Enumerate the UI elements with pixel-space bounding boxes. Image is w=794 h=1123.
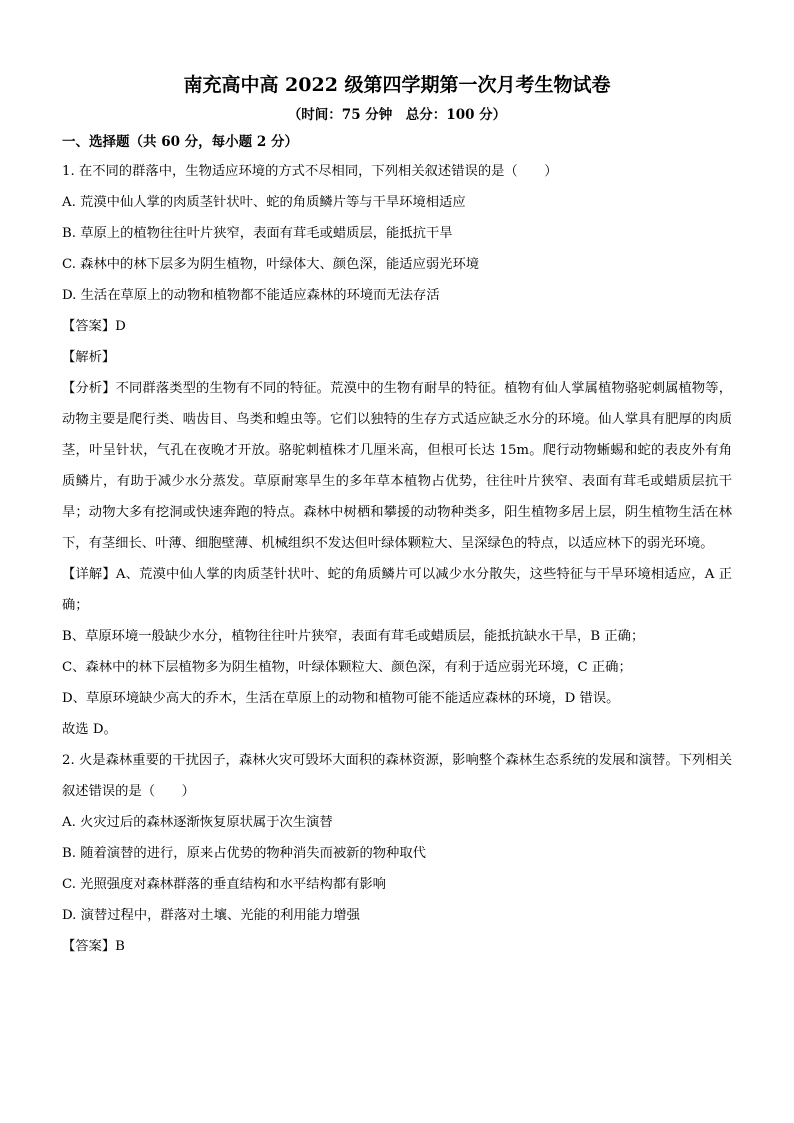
option-b: B. 草原上的植物往往叶片狭窄，表面有茸毛或蜡质层，能抵抗干旱 [62, 226, 453, 241]
conclusion: 故选 D。 [62, 722, 117, 737]
answer: 【答案】B [62, 939, 125, 954]
question-1 [62, 156, 732, 745]
exam-time-info: （时间：75 分钟 总分：100 分） [287, 107, 507, 123]
question-stem: 2. 火是森林重要的干扰因子，森林火灾可毁坏大面积的森林资源，影响整个森林生态系统的发展和演替。下列相关叙述错误的是（ ） [62, 753, 732, 799]
explanation-heading: 【解析】 [62, 350, 116, 365]
question-2 [62, 745, 732, 962]
detail-b: B、草原环境一般缺少水分，植物往往叶片狭窄，表面有茸毛或蜡质层，能抵抗缺水干旱，B 正确； [62, 629, 645, 644]
section-heading: 一、选择题（共 60 分，每小题 2 分） [62, 134, 298, 150]
option-a: A. 荒漠中仙人掌的肉质茎针状叶、蛇的角质鳞片等与干旱环境相适应 [62, 195, 466, 210]
detail-c: C、森林中的林下层植物多为阴生植物，叶绿体颗粒大、颜色深，有利于适应弱光环境，C 正确； [62, 660, 632, 675]
option-d: D. 生活在草原上的动物和植物都不能适应森林的环境而无法存活 [62, 288, 440, 303]
option-b: B. 随着演替的进行，原来占优势的物种消失而被新的物种取代 [62, 846, 426, 861]
detail-d: D、草原环境缺少高大的乔木，生活在草原上的动物和植物可能不能适应森林的环境，D 错误。 [62, 691, 620, 706]
option-c: C. 森林中的林下层多为阴生植物，叶绿体大、颜色深，能适应弱光环境 [62, 257, 480, 272]
question-stem: 1. 在不同的群落中，生物适应环境的方式不尽相同，下列相关叙述错误的是（ ） [62, 164, 558, 179]
analysis-paragraph: 【分析】不同群落类型的生物有不同的特征。荒漠中的生物有耐旱的特征。植物有仙人掌属植物骆驼刺属植物等，动物主要是爬行类、啮齿目、鸟类和蝗虫等。它们以独特的生存方式适应缺乏水分的环境。仙人掌具有肥厚的肉质茎，叶呈针状，气孔在夜晚才开放。骆驼刺植株才几厘米高，但根可长达 15m。爬行动物蜥蜴和蛇的表皮外有角质鳞片，有助于减少水分蒸发。草原耐寒旱生的多年草本植物占优势，往往叶片狭窄、表面有茸毛或蜡质层抗干旱；动物大多有挖洞或快速奔跑的特点。森林中树栖和攀援的动物种类多，阳生植物多居上层，阴生植物生活在林下，有茎细长、叶薄、细胞壁薄、机械组织不发达但叶绿体颗粒大、呈深绿色的特点，以适应林下的弱光环境。 [62, 381, 732, 551]
option-c: C. 光照强度对森林群落的垂直结构和水平结构都有影响 [62, 877, 386, 892]
page-title: 南充高中高 2022 级第四学期第一次月考生物试卷 [183, 74, 611, 96]
answer: 【答案】D [62, 319, 126, 334]
detail-a: 【详解】A、荒漠中仙人掌的肉质茎针状叶、蛇的角质鳞片可以减少水分散失，这些特征与干旱环境相适应，A 正确； [62, 567, 732, 613]
option-a: A. 火灾过后的森林逐渐恢复原状属于次生演替 [62, 815, 333, 830]
option-d: D. 演替过程中，群落对土壤、光能的利用能力增强 [62, 908, 360, 923]
